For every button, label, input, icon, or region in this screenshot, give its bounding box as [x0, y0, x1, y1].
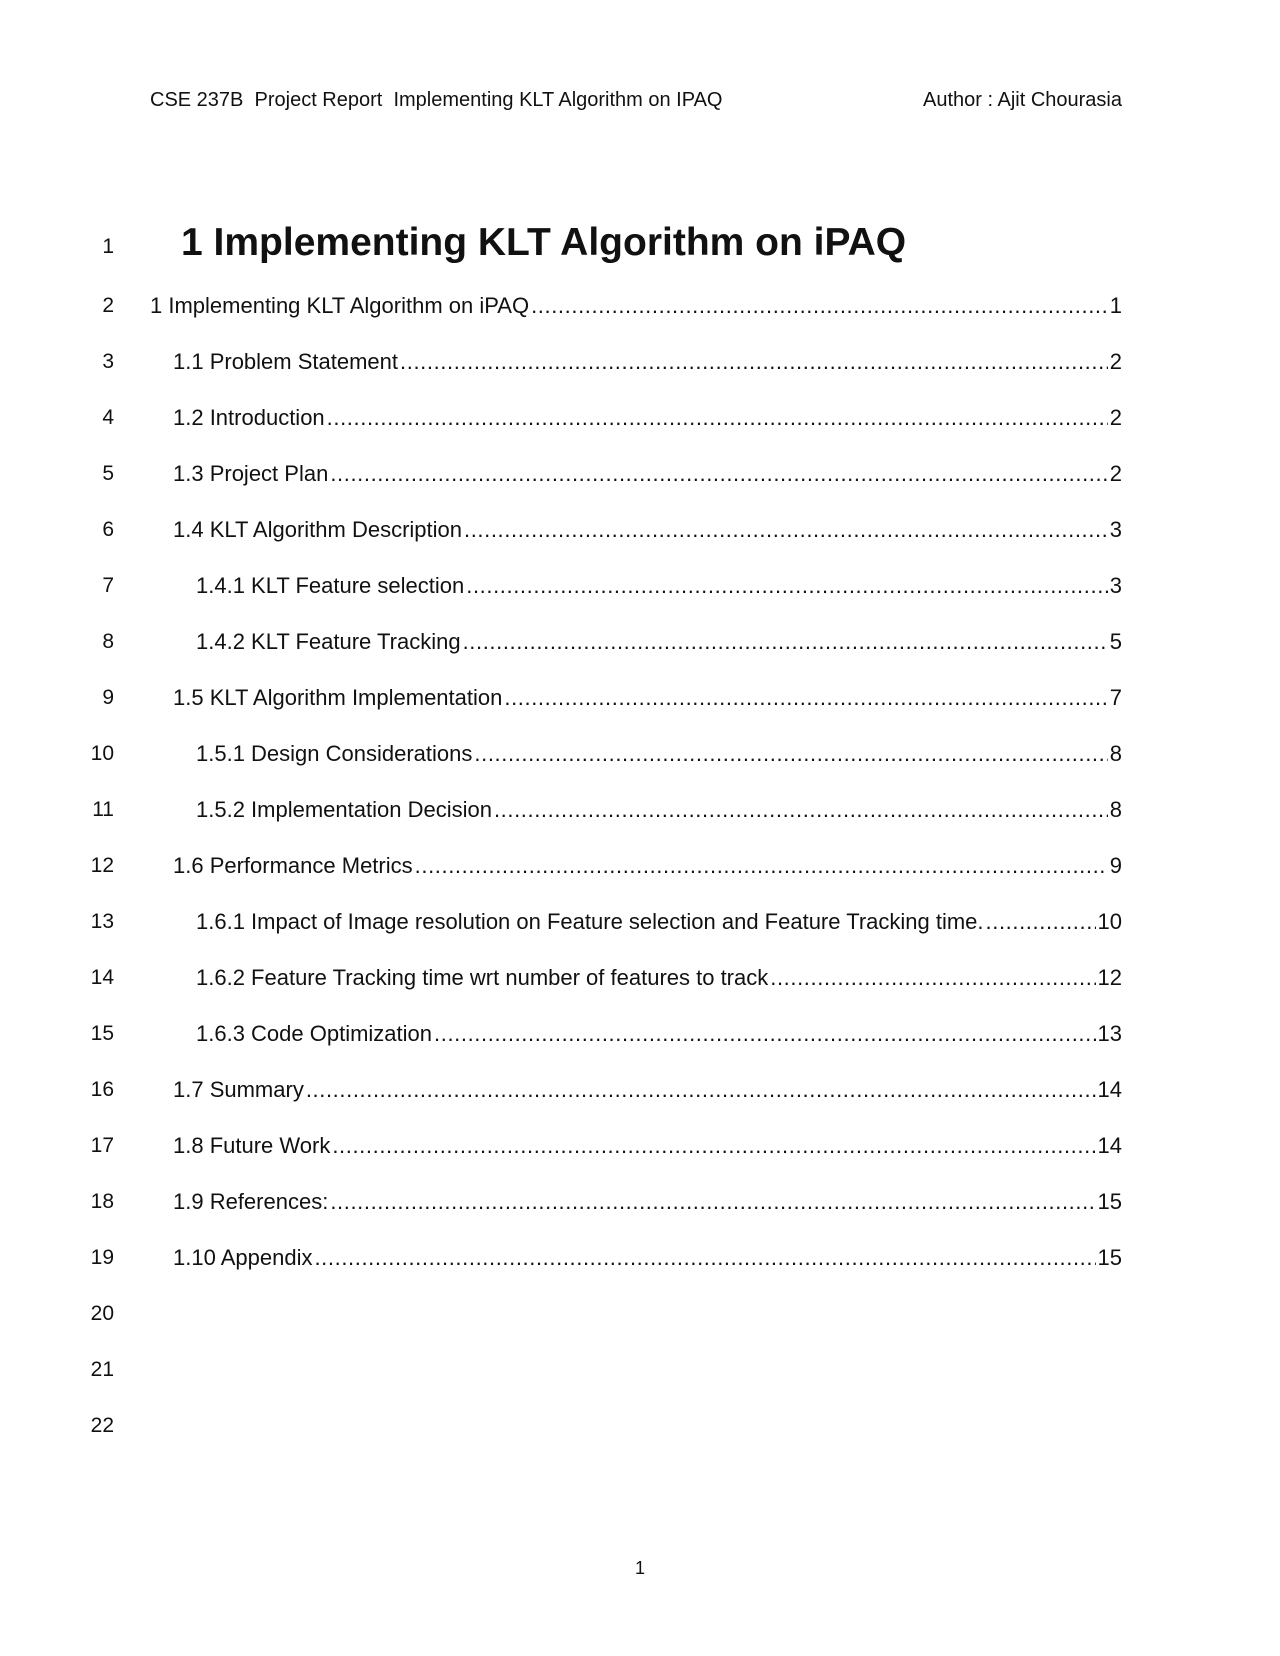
toc-leader-dots [463, 627, 1108, 657]
toc-entry-title: 1.4 KLT Algorithm Description [173, 517, 462, 542]
toc-entry-page: 5 [1109, 629, 1122, 654]
header-author: Author : Ajit Chourasia [923, 89, 1122, 111]
line-number: 20 [90, 1302, 114, 1325]
toc-leader-dots [464, 515, 1108, 545]
line-number: 21 [90, 1358, 114, 1381]
toc-entry[interactable] [173, 1243, 1122, 1273]
line-number: 17 [90, 1134, 114, 1157]
toc-entry[interactable] [196, 963, 1122, 993]
header-title: CSE 237B Project Report Implementing KLT Algorithm on IPAQ [150, 89, 723, 111]
toc-entry[interactable] [196, 795, 1122, 825]
toc-leader-dots [314, 1243, 1095, 1273]
toc-entry-title: 1.4.2 KLT Feature Tracking [196, 629, 461, 654]
line-number: 9 [102, 686, 114, 709]
toc-entry-page: 3 [1109, 573, 1122, 598]
toc-entry[interactable] [173, 347, 1122, 377]
running-header [150, 86, 1122, 114]
toc-entry[interactable] [173, 1187, 1122, 1217]
line-number: 15 [90, 1022, 114, 1045]
line-number: 1 [102, 235, 114, 258]
toc-entry-page: 2 [1109, 461, 1122, 486]
toc-entry-title: 1.6 Performance Metrics [173, 853, 413, 878]
toc-entry-title: 1.8 Future Work [173, 1133, 331, 1158]
toc-entry[interactable] [196, 571, 1122, 601]
toc-leader-dots [531, 291, 1108, 321]
toc-entry-title: 1.6.3 Code Optimization [196, 1021, 433, 1046]
toc-entry[interactable] [196, 627, 1122, 657]
toc-entry-page: 2 [1109, 405, 1122, 430]
toc-entry[interactable] [150, 291, 1122, 321]
line-number: 14 [90, 966, 114, 989]
toc-entry-page: 8 [1109, 797, 1122, 822]
toc-leader-dots [327, 403, 1108, 433]
toc-leader-dots [466, 571, 1108, 601]
toc-leader-dots [306, 1075, 1096, 1105]
toc-leader-dots [986, 907, 1096, 937]
line-number: 7 [102, 574, 114, 597]
toc-entry-page: 15 [1097, 1189, 1122, 1214]
line-number: 13 [90, 910, 114, 933]
page-number: 1 [634, 1558, 645, 1578]
line-number: 2 [102, 294, 114, 317]
toc-entry-title: 1.1 Problem Statement [173, 349, 399, 374]
toc-entry[interactable] [173, 515, 1122, 545]
toc-entry[interactable] [196, 739, 1122, 769]
toc-entry[interactable] [173, 1131, 1122, 1161]
toc-entry-page: 1 [1109, 293, 1122, 318]
line-number: 10 [90, 742, 114, 765]
toc-entry-title: 1.6.2 Feature Tracking time wrt number of features to track [196, 965, 769, 990]
toc-entry-page: 12 [1097, 965, 1122, 990]
line-number: 19 [90, 1246, 114, 1269]
line-number: 3 [102, 350, 114, 373]
toc-entry-page: 9 [1109, 853, 1122, 878]
line-number: 5 [102, 462, 114, 485]
line-number: 22 [90, 1414, 114, 1437]
line-number: 8 [102, 630, 114, 653]
toc-entry[interactable] [196, 1019, 1122, 1049]
toc-entry-page: 13 [1097, 1021, 1122, 1046]
toc-entry-title: 1.5 KLT Algorithm Implementation [173, 685, 503, 710]
toc-leader-dots [415, 851, 1108, 881]
toc-leader-dots [434, 1019, 1095, 1049]
toc-entry-page: 10 [1097, 909, 1122, 934]
toc-entry-title: 1.4.1 KLT Feature selection [196, 573, 465, 598]
toc-entry[interactable] [173, 1075, 1122, 1105]
toc-entry-title: 1.2 Introduction [173, 405, 325, 430]
line-number: 16 [90, 1078, 114, 1101]
toc-entry-title: 1.6.1 Impact of Image resolution on Feature selection and Feature Tracking time. [196, 909, 984, 934]
toc-entry-page: 14 [1097, 1133, 1122, 1158]
toc-leader-dots [330, 1187, 1095, 1217]
document-title: 1 Implementing KLT Algorithm on iPAQ [181, 221, 907, 264]
toc-entry-title: 1.5.1 Design Considerations [196, 741, 473, 766]
line-number: 12 [90, 854, 114, 877]
toc-leader-dots [330, 459, 1107, 489]
toc-entry[interactable] [173, 403, 1122, 433]
toc-entry-page: 7 [1109, 685, 1122, 710]
toc-entry[interactable] [173, 459, 1122, 489]
toc-entry[interactable] [196, 907, 1122, 937]
toc-entry-page: 15 [1097, 1245, 1122, 1270]
toc-entry-title: 1.9 References: [173, 1189, 329, 1214]
toc-leader-dots [504, 683, 1107, 713]
toc-entry[interactable] [173, 851, 1122, 881]
toc-leader-dots [332, 1131, 1095, 1161]
toc-entry-title: 1.3 Project Plan [173, 461, 329, 486]
toc-entry-page: 14 [1097, 1077, 1122, 1102]
line-number: 6 [102, 518, 114, 541]
toc-leader-dots [770, 963, 1095, 993]
toc-entry-title: 1.10 Appendix [173, 1245, 313, 1270]
toc-entry-title: 1 Implementing KLT Algorithm on iPAQ [150, 293, 530, 318]
toc-entry-title: 1.7 Summary [173, 1077, 304, 1102]
line-number: 18 [90, 1190, 114, 1213]
toc-entry-page: 2 [1109, 349, 1122, 374]
toc-leader-dots [474, 739, 1107, 769]
toc-entry-title: 1.5.2 Implementation Decision [196, 797, 492, 822]
line-number: 11 [92, 798, 114, 821]
toc-entry-page: 8 [1109, 741, 1122, 766]
toc-entry[interactable] [173, 683, 1122, 713]
toc-entry-page: 3 [1109, 517, 1122, 542]
toc-leader-dots [494, 795, 1108, 825]
line-number: 4 [102, 406, 114, 429]
toc-leader-dots [400, 347, 1108, 377]
